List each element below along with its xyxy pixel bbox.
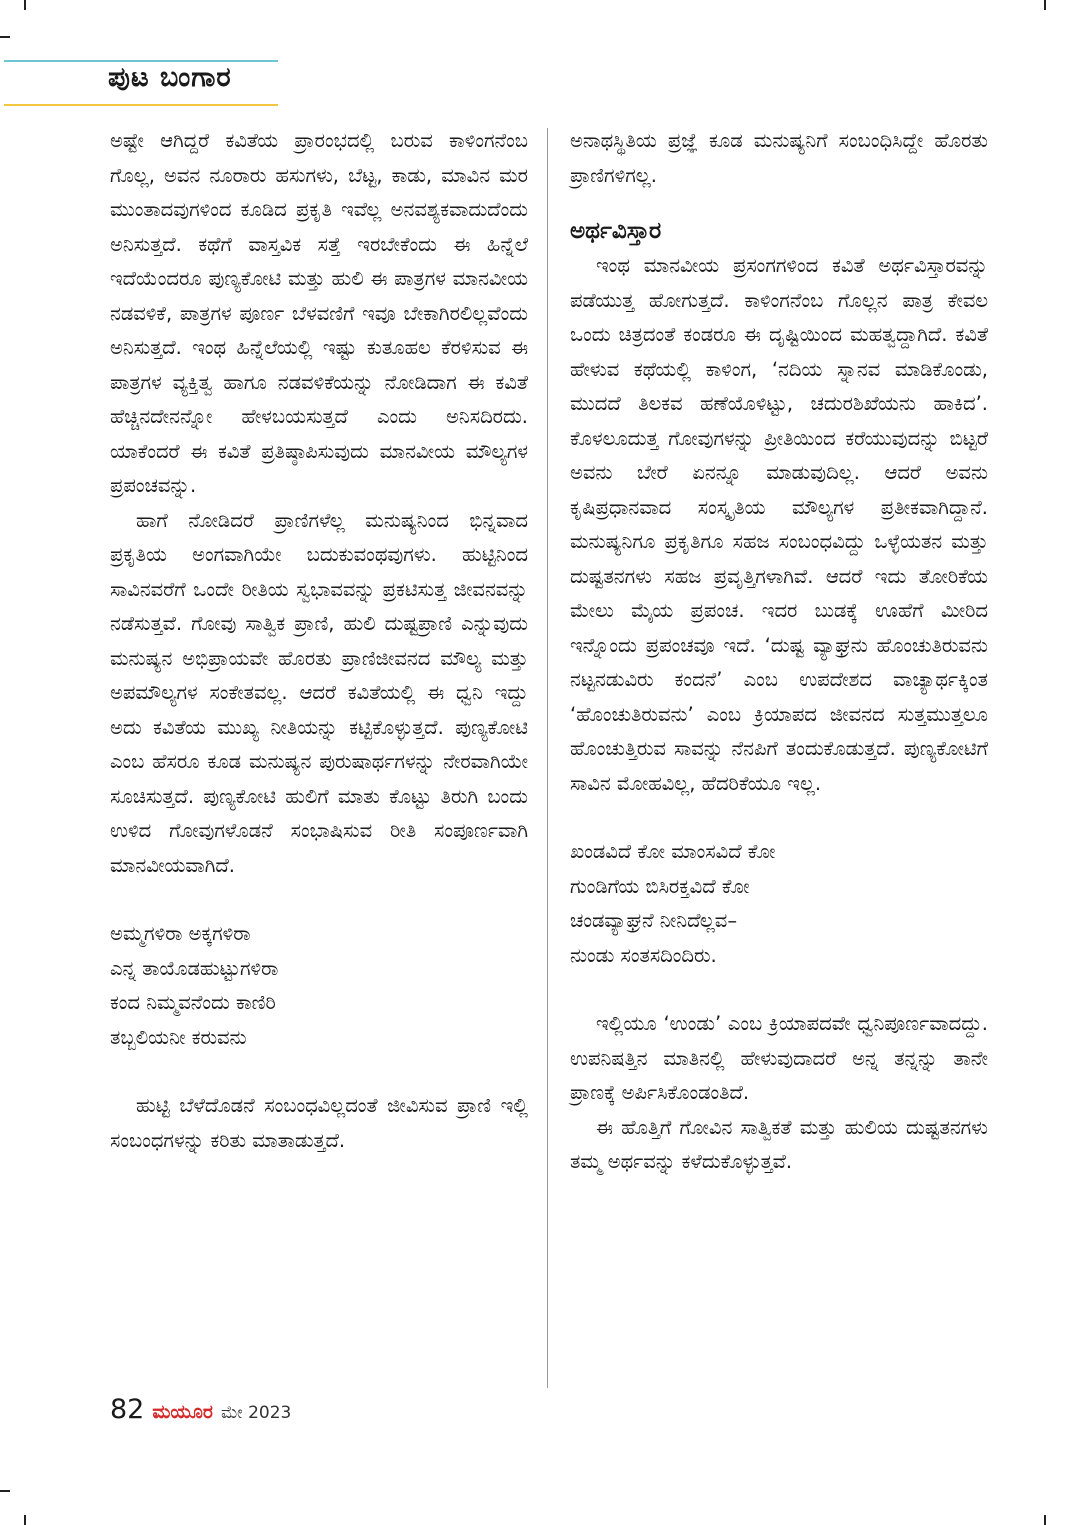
verse-line: ಕಂದ ನಿಮ್ಮವನೆಂದು ಕಾಣಿರಿ xyxy=(110,991,276,1014)
crop-mark-bottom-right xyxy=(1044,1515,1046,1525)
crop-mark-left-bottom xyxy=(0,1490,10,1492)
right-paragraph-4: ಈ ಹೊತ್ತಿಗೆ ಗೋವಿನ ಸಾತ್ವಿಕತೆ ಮತ್ತು ಹುಲಿಯ ದುಷ್ಟತನಗಳು ತಮ್ಮ ಅರ್ಥವನ್ನು ಕಳೆದುಕೊಳ್ಳುತ್ತವೆ. xyxy=(570,1115,988,1173)
right-paragraph-3: ಇಲ್ಲಿಯೂ ‘ಉಂಡು’ ಎಂಬ ಕ್ರಿಯಾಪದವೇ ಧ್ವನಿಪೂರ್ಣವಾದದ್ದು. ಉಪನಿಷತ್ತಿನ ಮಾತಿನಲ್ಲಿ ಹೇಳುವುದಾದರೆ ಅನ್ನ ತನ್ನನ್ನು ತಾನೇ ಪ್ರಾಣಕ್ಕೆ ಅರ್ಪಿಸಿಕೊಂಡಂತಿದೆ. xyxy=(570,1012,988,1104)
right-verse xyxy=(570,835,988,973)
section-title: ಪುಟ ಬಂಗಾರ xyxy=(108,62,232,93)
verse-line: ಚಂಡವ್ಯಾಘ್ರನೆ ನೀನಿದೆಲ್ಲವ– xyxy=(570,909,738,932)
verse-line: ತಬ್ಬಲಿಯನೀ ಕರುವನು xyxy=(110,1025,247,1049)
crop-mark-left-top xyxy=(0,36,10,38)
magazine-logo: ಮಯೂರ xyxy=(152,1401,213,1423)
left-verse xyxy=(110,917,528,1055)
crop-mark-top-left xyxy=(24,0,26,10)
verse-line: ಗುಂಡಿಗೆಯ ಬಿಸಿರಕ್ತವಿದೆ ಕೋ xyxy=(570,874,750,898)
right-paragraph-1: ಅನಾಥಸ್ಥಿತಿಯ ಪ್ರಜ್ಞೆ ಕೂಡ ಮನುಷ್ಯನಿಗೆ ಸಂಬಂಧಿಸಿದ್ದೇ ಹೊರತು ಪ್ರಾಣಿಗಳಿಗಲ್ಲ. xyxy=(570,129,988,187)
left-column xyxy=(110,124,528,1158)
spacer xyxy=(570,193,988,213)
right-column xyxy=(570,124,988,1180)
left-paragraph-1: ಅಷ್ಟೇ ಆಗಿದ್ದರೆ ಕವಿತೆಯ ಪ್ರಾರಂಭದಲ್ಲಿ ಬರುವ ಕಾಳಿಂಗನೆಂಬ ಗೊಲ್ಲ, ಅವನ ನೂರಾರು ಹಸುಗಳು, ಬೆಟ್ಟ, ಕಾಡು, ಮಾವಿನ ಮರ ಮುಂತಾದವುಗಳಿಂದ ಕೂಡಿದ ಪ್ರಕೃತಿ ಇವೆಲ್ಲ ಅನವಶ್ಯಕವಾದುದೆಂದು ಅನಿಸುತ್ತದೆ. ಕಥೆಗೆ ವಾಸ್ತವಿಕ ಸತ್ತೆ ಇರಬೇಕೆಂದು ಈ ಹಿನ್ನೆಲೆ ಇದೆಯೆಂದರೂ ಪುಣ್ಯಕೋಟಿ ಮತ್ತು ಹುಲಿ ಈ ಪಾತ್ರಗಳ ಮಾನವೀಯ ನಡವಳಿಕೆ, ಪಾತ್ರಗಳ ಪೂರ್ಣ ಬೆಳವಣಿಗೆ ಇವೂ ಬೇಕಾಗಿರಲಿಲ್ಲವೆಂದು ಅನಿಸುತ್ತದೆ. ಇಂಥ ಹಿನ್ನೆಲೆಯಲ್ಲಿ ಇಷ್ಟು ಕುತೂಹಲ ಕೆರಳಿಸುವ ಈ ಪಾತ್ರಗಳ ವ್ಯಕ್ತಿತ್ವ ಹಾಗೂ ನಡವಳಿಕೆಯನ್ನು ನೋಡಿದಾಗ ಈ ಕವಿತೆ ಹೆಚ್ಚಿನದೇನನ್ನೋ ಹೇಳಬಯಸುತ್ತದೆ ಎಂದು ಅನಿಸದಿರದು. ಯಾಕೆಂದರೆ ಈ ಕವಿತೆ ಪ್ರತಿಷ್ಠಾಪಿಸುವುದು ಮಾನವೀಯ ಮೌಲ್ಯಗಳ ಪ್ರಪಂಚವನ್ನು. xyxy=(110,129,528,497)
right-paragraph-2: ಇಂಥ ಮಾನವೀಯ ಪ್ರಸಂಗಗಳಿಂದ ಕವಿತೆ ಅರ್ಥವಿಸ್ತಾರವನ್ನು ಪಡೆಯುತ್ತ ಹೋಗುತ್ತದೆ. ಕಾಳಿಂಗನೆಂಬ ಗೊಲ್ಲನ ಪಾತ್ರ ಕೇವಲ ಒಂದು ಚಿತ್ರದಂತೆ ಕಂಡರೂ ಈ ದೃಷ್ಟಿಯಿಂದ ಮಹತ್ವದ್ದಾಗಿದೆ. ಕವಿತೆ ಹೇಳುವ ಕಥೆಯಲ್ಲಿ ಕಾಳಿಂಗ, ‘ನದಿಯ ಸ್ನಾನವ ಮಾಡಿಕೊಂಡು, ಮುದದೆ ತಿಲಕವ ಹಣೆಯೊಳಿಟ್ಟು, ಚದುರಶಿಖೆಯನು ಹಾಕಿದ’. ಕೊಳಲೂದುತ್ತ ಗೋವುಗಳನ್ನು ಪ್ರೀತಿಯಿಂದ ಕರೆಯುವುದನ್ನು ಬಿಟ್ಟರೆ ಅವನು ಬೇರೆ ಏನನ್ನೂ ಮಾಡುವುದಿಲ್ಲ. ಆದರೆ ಅವನು ಕೃಷಿಪ್ರಧಾನವಾದ ಸಂಸ್ಕೃತಿಯ ಮೌಲ್ಯಗಳ ಪ್ರತೀಕವಾಗಿದ್ದಾನೆ. ಮನುಷ್ಯನಿಗೂ ಪ್ರಕೃತಿಗೂ ಸಹಜ ಸಂಬಂಧವಿದ್ದು ಒಳ್ಳೆಯತನ ಮತ್ತು ದುಷ್ಟತನಗಳು ಸಹಜ ಪ್ರವೃತ್ತಿಗಳಾಗಿವೆ. ಆದರೆ ಇದು ತೋರಿಕೆಯ ಮೇಲು ಮೈಯ ಪ್ರಪಂಚ. ಇದರ ಬುಡಕ್ಕೆ ಊಹೆಗೆ ಮೀರಿದ ಇನ್ನೊಂದು ಪ್ರಪಂಚವೂ ಇದೆ. ‘ದುಷ್ಟ ವ್ಯಾಘ್ರನು ಹೊಂಚುತಿರುವನು ನಟ್ಟನಡುವಿರು ಕಂದನೆ’ ಎಂಬ ಉಪದೇಶದ ವಾಚ್ಯಾರ್ಥಕ್ಕಿಂತ ‘ಹೊಂಚುತಿರುವನು’ ಎಂಬ ಕ್ರಿಯಾಪದ ಜೀವನದ ಸುತ್ತಮುತ್ತಲೂ ಹೊಂಚುತ್ತಿರುವ ಸಾವನ್ನು ನೆನಪಿಗೆ ತಂದುಕೊಡುತ್ತದೆ. ಪುಣ್ಯಕೋಟಿಗೆ ಸಾವಿನ ಮೋಹವಿಲ್ಲ, ಹೆದರಿಕೆಯೂ ಇಲ್ಲ. xyxy=(570,254,988,795)
issue-date: ಮೇ 2023 xyxy=(220,1403,292,1423)
crop-mark-bottom-left xyxy=(24,1515,26,1525)
section-bottom-rule xyxy=(4,104,278,106)
verse-line: ಅಮ್ಮಗಳಿರಾ ಅಕ್ಕಗಳಿರಾ xyxy=(110,922,251,945)
left-paragraph-2: ಹಾಗೆ ನೋಡಿದರೆ ಪ್ರಾಣಿಗಳೆಲ್ಲ ಮನುಷ್ಯನಿಂದ ಭಿನ್ನವಾದ ಪ್ರಕೃತಿಯ ಅಂಗವಾಗಿಯೇ ಬದುಕುವಂಥವುಗಳು. ಹುಟ್ಟಿನಿಂದ ಸಾವಿನವರೆಗೆ ಒಂದೇ ರೀತಿಯ ಸ್ವಭಾವವನ್ನು ಪ್ರಕಟಿಸುತ್ತ ಜೀವನವನ್ನು ನಡೆಸುತ್ತವೆ. ಗೋವು ಸಾತ್ವಿಕ ಪ್ರಾಣಿ, ಹುಲಿ ದುಷ್ಟಪ್ರಾಣಿ ಎನ್ನುವುದು ಮನುಷ್ಯನ ಅಭಿಪ್ರಾಯವೇ ಹೊರತು ಪ್ರಾಣಿಜೀವನದ ಮೌಲ್ಯ ಮತ್ತು ಅಪಮೌಲ್ಯಗಳ ಸಂಕೇತವಲ್ಲ. ಆದರೆ ಕವಿತೆಯಲ್ಲಿ ಈ ಧ್ವನಿ ಇದ್ದು ಅದು ಕವಿತೆಯ ಮುಖ್ಯ ನೀತಿಯನ್ನು ಕಟ್ಟಿಕೊಳ್ಳುತ್ತದೆ. ಪುಣ್ಯಕೋಟಿ ಎಂಬ ಹೆಸರೂ ಕೂಡ ಮನುಷ್ಯನ ಪುರುಷಾರ್ಥಗಳನ್ನು ನೇರವಾಗಿಯೇ ಸೂಚಿಸುತ್ತದೆ. ಪುಣ್ಯಕೋಟಿ ಹುಲಿಗೆ ಮಾತು ಕೊಟ್ಟು ತಿರುಗಿ ಬಂದು ಉಳಿದ ಗೋವುಗಳೊಡನೆ ಸಂಭಾಷಿಸುವ ರೀತಿ ಸಂಪೂರ್ಣವಾಗಿ ಮಾನವೀಯವಾಗಿದೆ. xyxy=(110,508,528,877)
spacer xyxy=(570,801,988,835)
crop-mark-top-right xyxy=(1044,0,1046,10)
spacer xyxy=(110,1055,528,1089)
verse-line: ಖಂಡವಿದೆ ಕೋ ಮಾಂಸವಿದೆ ಕೋ xyxy=(570,840,776,863)
verse-line: ಎನ್ನ ತಾಯೊಡಹುಟ್ಟುಗಳಿರಾ xyxy=(110,956,279,980)
spacer xyxy=(110,883,528,917)
column-divider xyxy=(547,128,548,1388)
page-number: 82 xyxy=(110,1394,145,1425)
spacer xyxy=(570,973,988,1007)
left-paragraph-3: ಹುಟ್ಟಿ ಬೆಳೆದೊಡನೆ ಸಂಬಂಧವಿಲ್ಲದಂತೆ ಜೀವಿಸುವ ಪ್ರಾಣಿ ಇಲ್ಲಿ ಸಂಬಂಧಗಳನ್ನು ಕರಿತು ಮಾತಾಡುತ್ತದೆ. xyxy=(110,1094,528,1152)
subsection-heading: ಅರ್ಥವಿಸ್ತಾರ xyxy=(570,218,662,244)
page-footer xyxy=(110,1394,291,1425)
verse-line: ನುಂಡು ಸಂತಸದಿಂದಿರು. xyxy=(570,943,717,967)
